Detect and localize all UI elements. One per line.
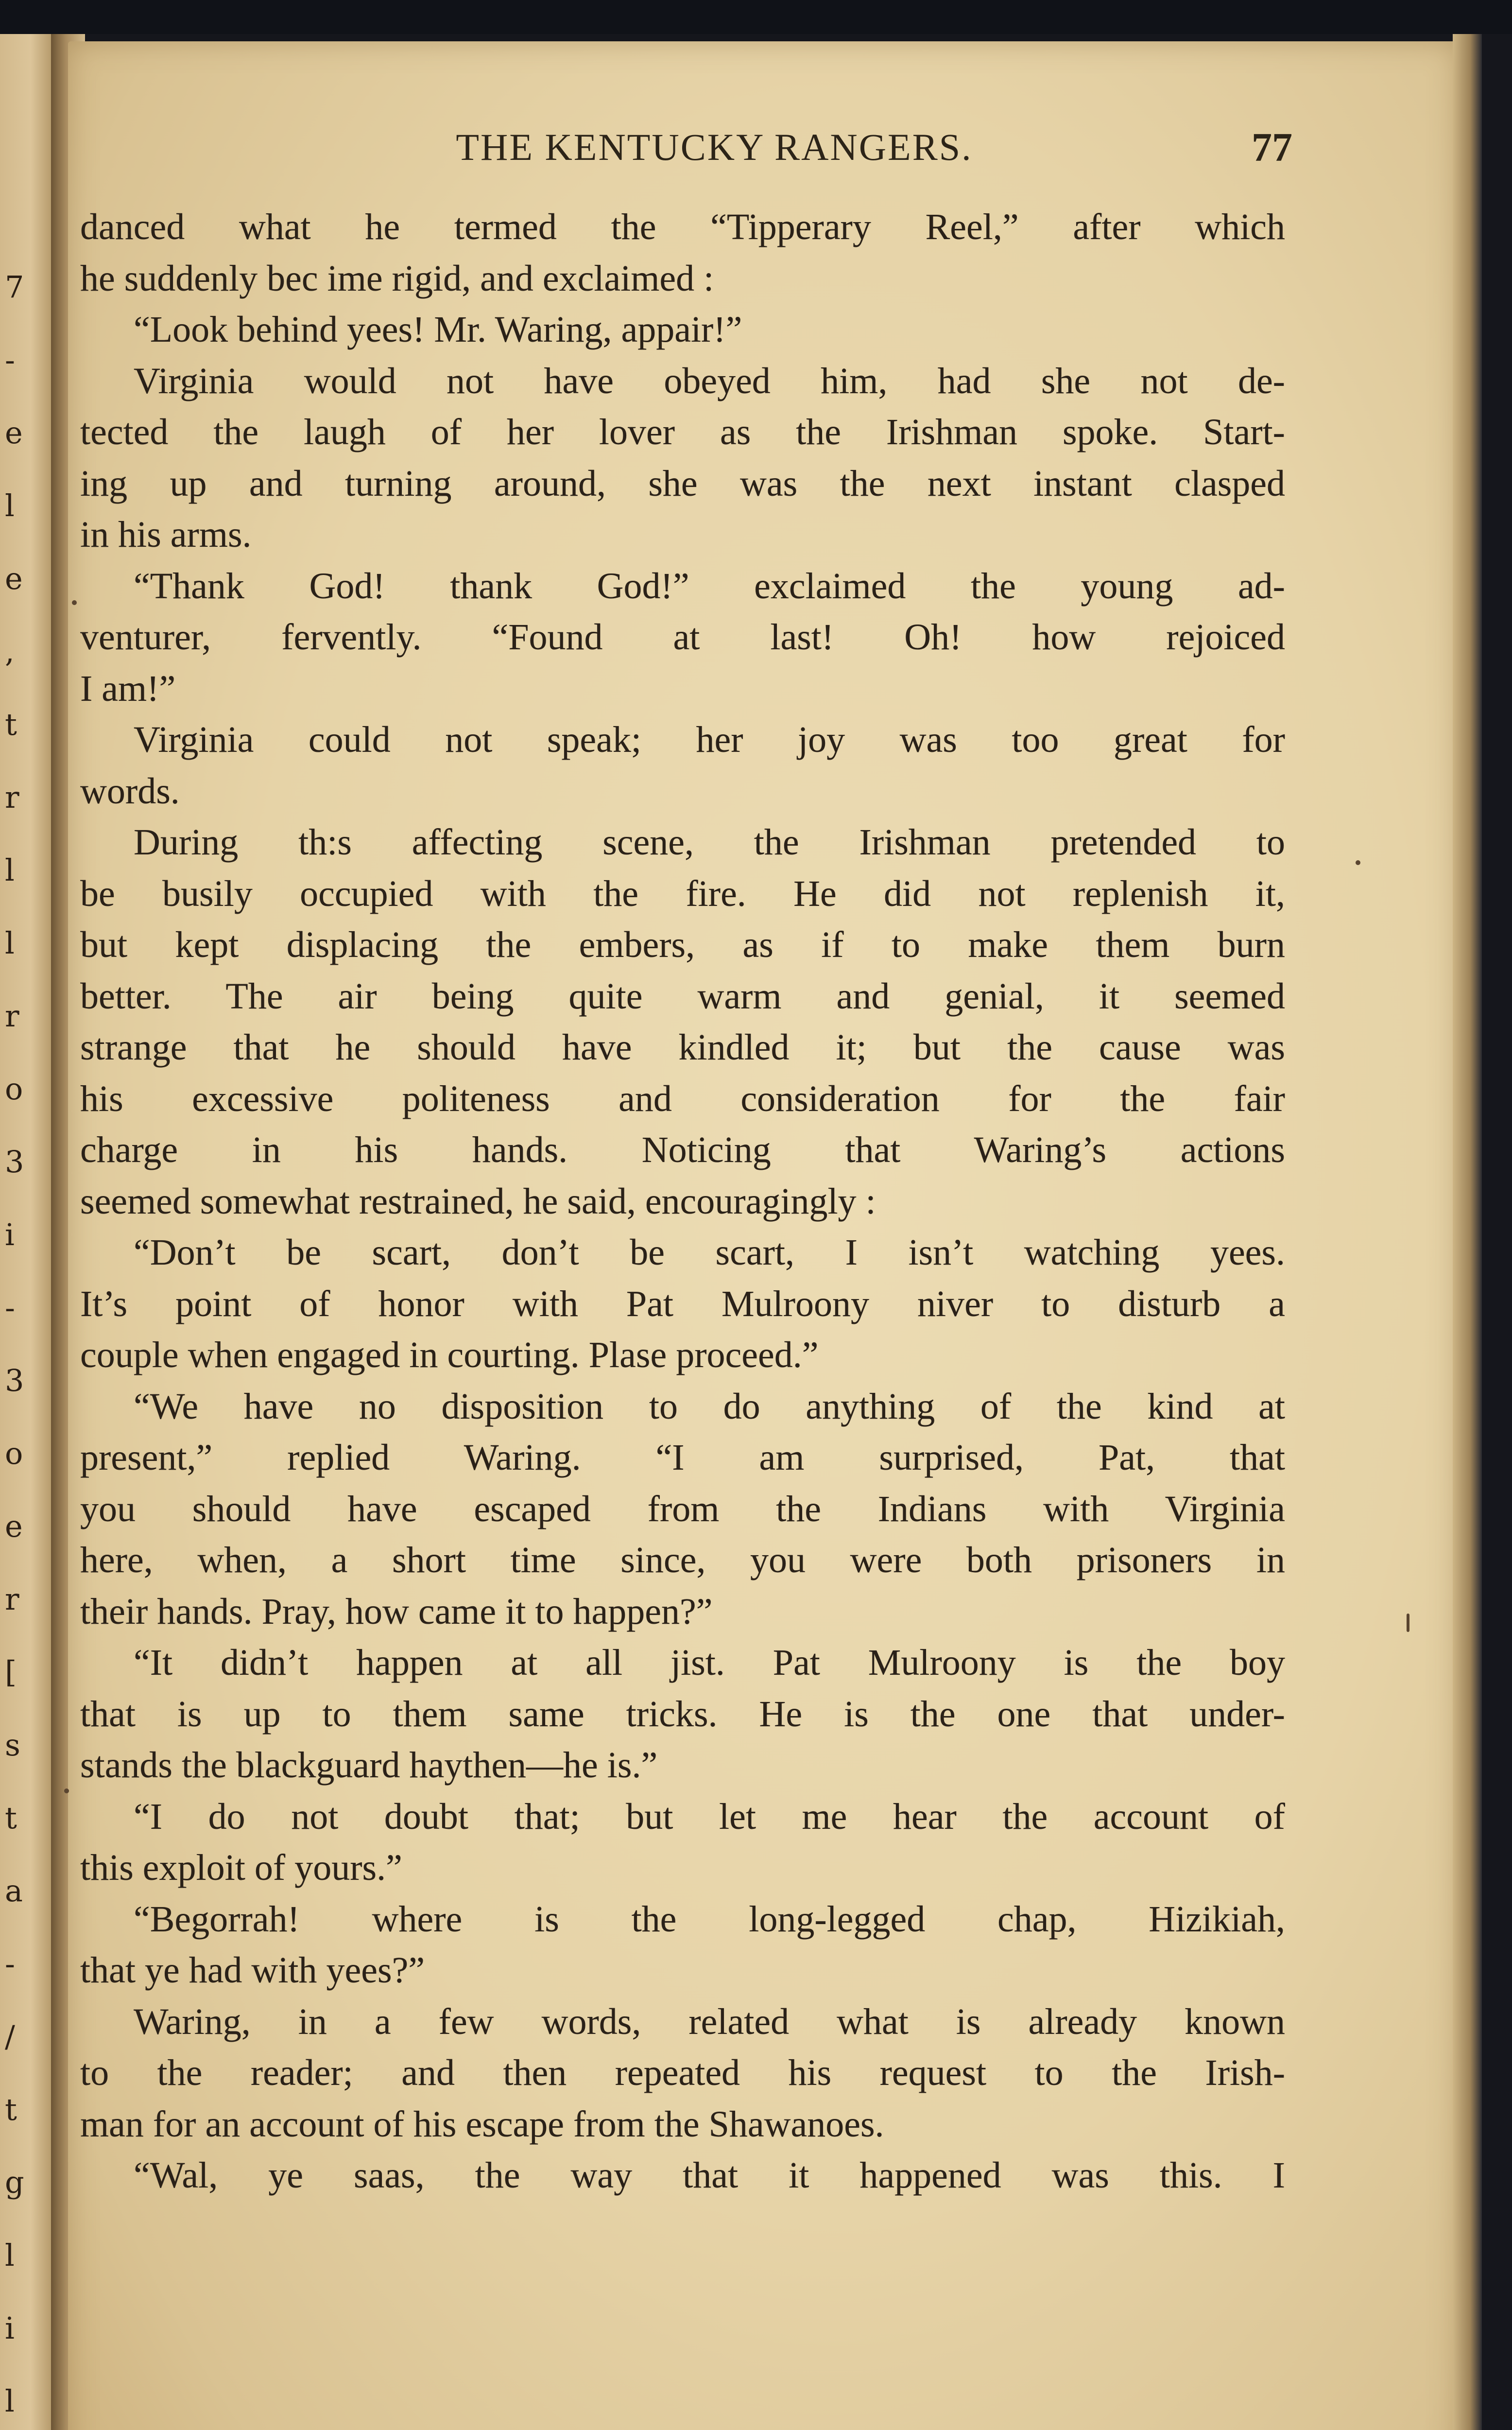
text-line: venturer, fervently. “Found at last! Oh! how rejoiced bbox=[80, 617, 1285, 658]
text-line: strange that he should have kindled it; but the cause was bbox=[80, 1027, 1285, 1068]
scanner-bed-top bbox=[0, 0, 1512, 34]
text-line: “Look behind yees! Mr. Waring, appair!” bbox=[134, 309, 742, 350]
paper-speck bbox=[1356, 860, 1360, 865]
text-line: but kept displacing the embers, as if to make them burn bbox=[80, 924, 1285, 965]
text-line: I am!” bbox=[80, 668, 176, 709]
adjacent-page-char: t bbox=[5, 1800, 17, 1836]
adjacent-page-char: t bbox=[5, 2092, 17, 2127]
adjacent-page-char: 3 bbox=[5, 1144, 24, 1180]
adjacent-page-char: 3 bbox=[5, 1363, 24, 1398]
text-line: seemed somewhat restrained, he said, encouragingly : bbox=[80, 1180, 876, 1222]
text-line: During th:s affecting scene, the Irishman pretended to bbox=[134, 822, 1285, 863]
adjacent-page-char: , bbox=[5, 634, 15, 669]
adjacent-page-char: r bbox=[5, 998, 19, 1034]
adjacent-page-char: i bbox=[5, 1217, 15, 1252]
adjacent-page-char: l bbox=[5, 925, 15, 961]
paper-mark bbox=[1407, 1614, 1409, 1632]
text-line: Virginia would not have obeyed him, had she not de- bbox=[134, 360, 1285, 401]
adjacent-page-char: g bbox=[5, 2165, 24, 2200]
text-line: here, when, a short time since, you were both prisoners in bbox=[80, 1540, 1285, 1580]
adjacent-page-char: - bbox=[5, 1946, 15, 1981]
adjacent-page-char: o bbox=[5, 1436, 23, 1471]
adjacent-page-char: r bbox=[5, 780, 19, 815]
text-line: man for an account of his escape from the Shawanoes. bbox=[80, 2103, 884, 2145]
text-line: this exploit of yours.” bbox=[80, 1847, 402, 1888]
adjacent-page-char: - bbox=[5, 1290, 15, 1325]
text-line: words. bbox=[80, 770, 180, 812]
text-line: “We have no disposition to do anything of the kind at bbox=[134, 1386, 1285, 1427]
text-line: better. The air being quite warm and genial, it seemed bbox=[80, 975, 1285, 1017]
adjacent-page-char: t bbox=[5, 707, 17, 742]
text-line: present,” replied Waring. “I am surprised, Pat, that bbox=[80, 1437, 1285, 1478]
adjacent-page-char: a bbox=[5, 1873, 23, 1909]
adjacent-page-char: e bbox=[5, 415, 23, 451]
adjacent-page-char: [ bbox=[5, 1654, 17, 1690]
adjacent-page-char: l bbox=[5, 488, 15, 523]
paper-speck bbox=[64, 1788, 69, 1793]
text-line: their hands. Pray, how came it to happen?” bbox=[80, 1591, 713, 1632]
adjacent-page-char: o bbox=[5, 1071, 23, 1107]
text-line: he suddenly bec ime rigid, and exclaimed : bbox=[80, 258, 714, 299]
page-number: 77 bbox=[1252, 125, 1292, 170]
text-line: “I do not doubt that; but let me hear the account of bbox=[134, 1796, 1285, 1837]
text-line: charge in his hands. Noticing that Waring’s actions bbox=[80, 1129, 1285, 1170]
text-line: Virginia could not speak; her joy was too great for bbox=[134, 719, 1285, 760]
adjacent-page-char: 7 bbox=[5, 269, 24, 305]
text-line: that ye had with yees?” bbox=[80, 1950, 425, 1991]
text-line: Waring, in a few words, related what is already known bbox=[134, 2001, 1285, 2042]
text-line: his excessive politeness and consideration for the fair bbox=[80, 1078, 1285, 1119]
adjacent-page-char: / bbox=[5, 2019, 15, 2054]
text-line: that is up to them same tricks. He is the one that under- bbox=[80, 1693, 1285, 1735]
text-line: ing up and turning around, she was the next instant clasped bbox=[80, 463, 1285, 504]
text-line: “Don’t be scart, don’t be scart, I isn’t watching yees. bbox=[134, 1232, 1285, 1273]
adjacent-page-char: - bbox=[5, 342, 15, 378]
adjacent-page-char: e bbox=[5, 1509, 23, 1544]
text-line: tected the laugh of her lover as the Irishman spoke. Start- bbox=[80, 412, 1285, 452]
text-line: danced what he termed the “Tipperary Reel,” after which bbox=[80, 207, 1285, 247]
page-stack-edge bbox=[1453, 34, 1482, 2430]
text-line: “It didn’t happen at all jist. Pat Mulroony is the boy bbox=[134, 1642, 1285, 1683]
text-line: It’s point of honor with Pat Mulroony niver to disturb a bbox=[80, 1283, 1285, 1324]
adjacent-page-char: r bbox=[5, 1581, 19, 1617]
text-line: be busily occupied with the fire. He did not replenish it, bbox=[80, 873, 1285, 914]
adjacent-page-char: i bbox=[5, 2310, 15, 2346]
text-line: “Wal, ye saas, the way that it happened was this. I bbox=[134, 2155, 1285, 2196]
text-line: you should have escaped from the Indians with Virginia bbox=[80, 1488, 1285, 1529]
adjacent-page-char: l bbox=[5, 2238, 15, 2273]
adjacent-page-char: l bbox=[5, 2383, 15, 2419]
text-line: “Begorrah! where is the long-legged chap, Hizikiah, bbox=[134, 1898, 1285, 1940]
text-line: stands the blackguard haythen—he is.” bbox=[80, 1745, 658, 1786]
body-text bbox=[80, 202, 1285, 2202]
adjacent-page-char: e bbox=[5, 561, 23, 596]
running-head: THE KENTUCKY RANGERS. bbox=[456, 126, 973, 168]
text-line: “Thank God! thank God!” exclaimed the young ad- bbox=[134, 565, 1285, 607]
text-line: in his arms. bbox=[80, 514, 252, 555]
adjacent-page-char: s bbox=[5, 1727, 20, 1763]
adjacent-page-char: l bbox=[5, 852, 15, 888]
paper-speck bbox=[72, 600, 77, 605]
text-line: couple when engaged in courting. Plase proceed.” bbox=[80, 1335, 819, 1375]
text-line: to the reader; and then repeated his request to the Irish- bbox=[80, 2052, 1285, 2093]
